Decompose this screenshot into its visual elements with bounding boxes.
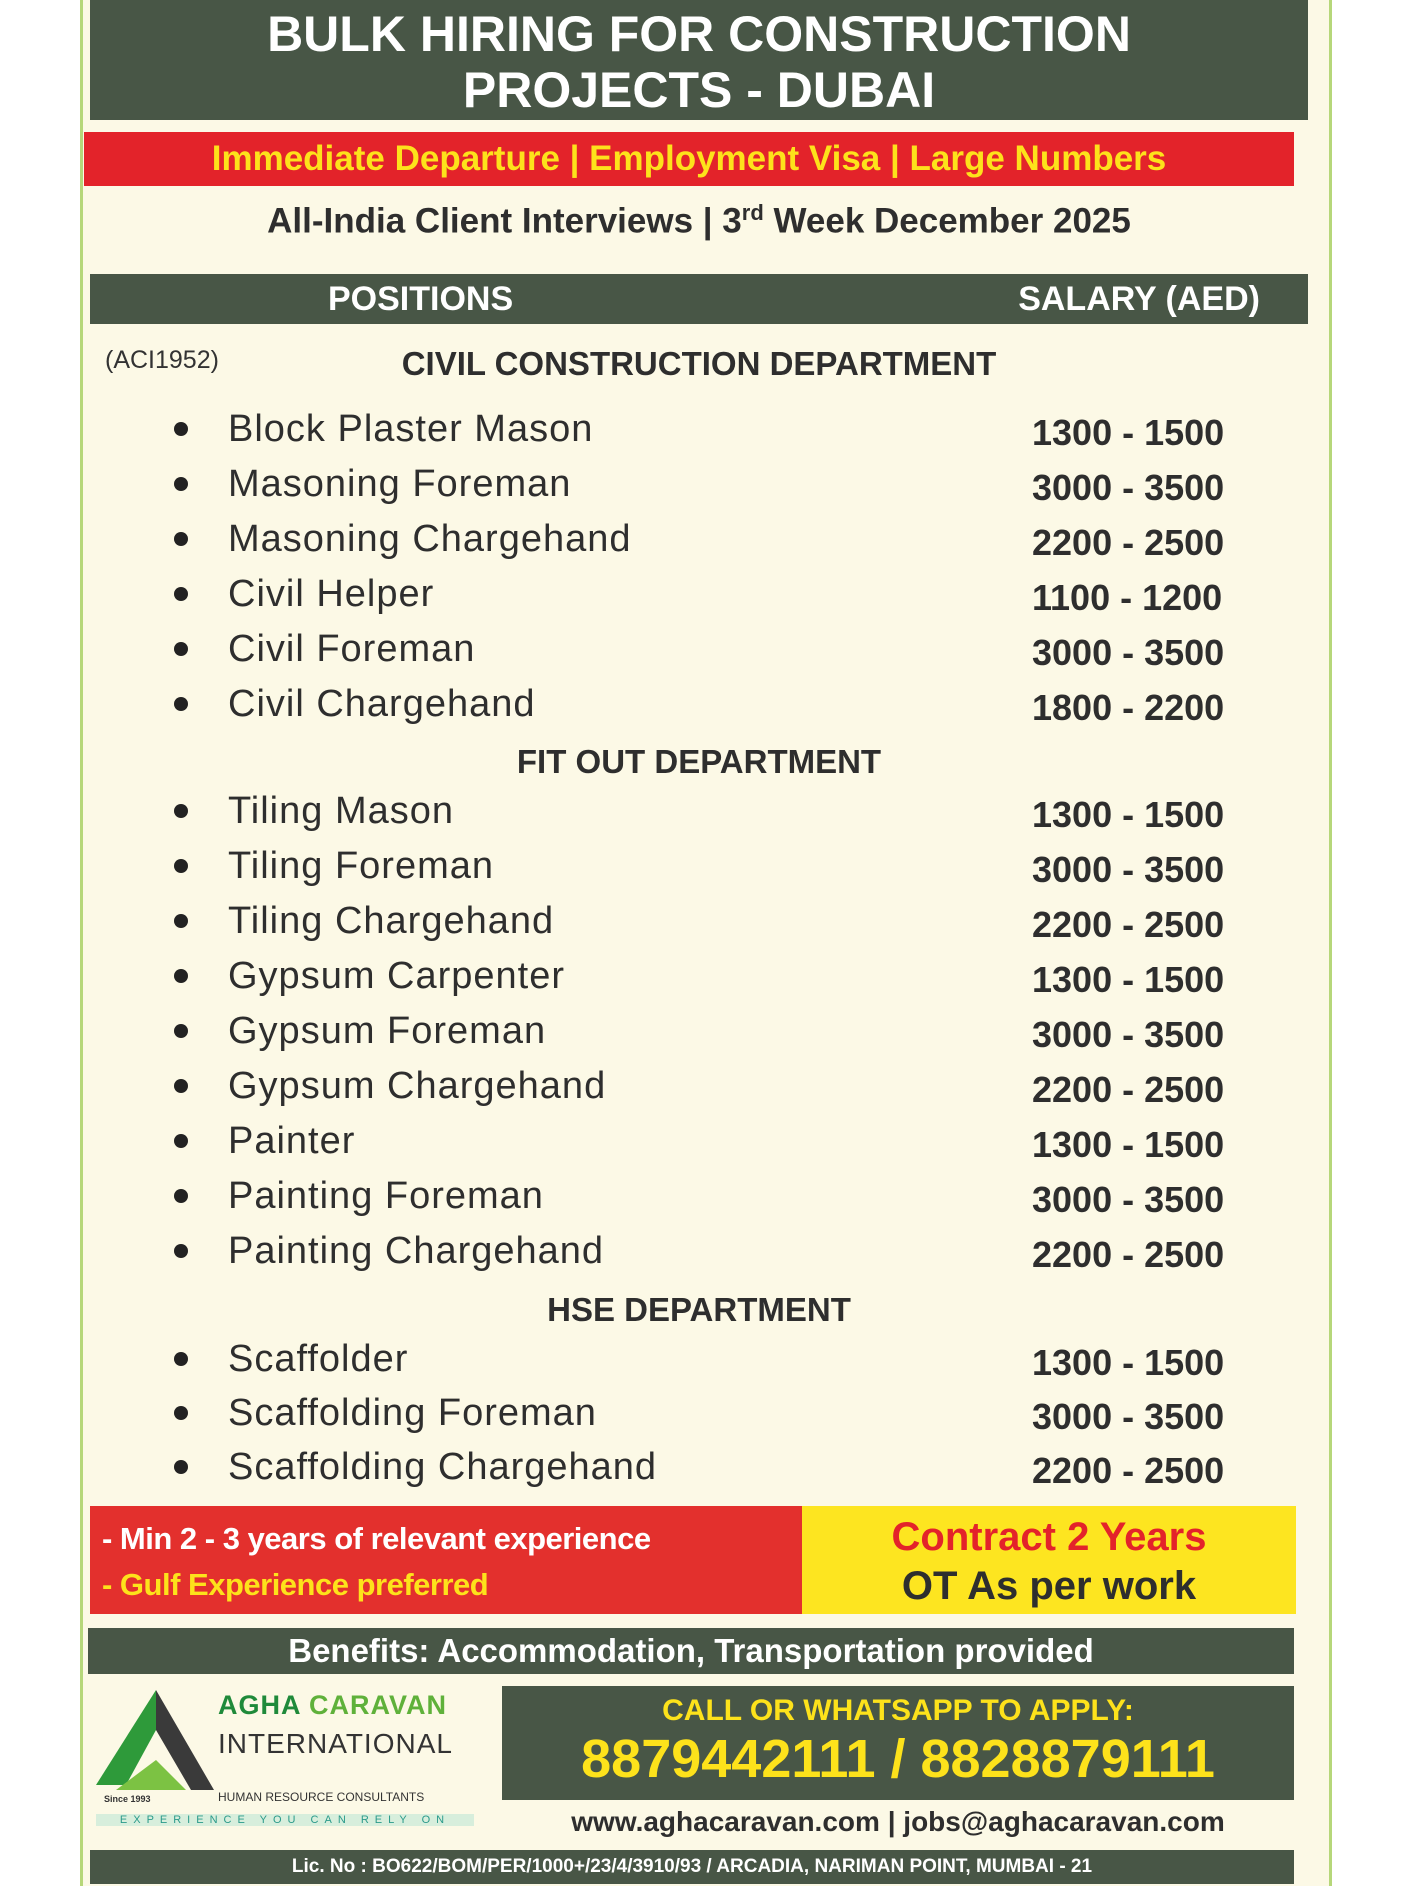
position-salary: 3000 - 3500 bbox=[1032, 632, 1225, 673]
position-name: Gypsum Foreman bbox=[228, 1010, 547, 1052]
position-row bbox=[0, 408, 1403, 462]
bullet-icon bbox=[174, 1079, 188, 1093]
requirements-box bbox=[90, 1506, 802, 1614]
position-row bbox=[0, 845, 1403, 899]
position-salary: 1300 - 1500 bbox=[1032, 1342, 1225, 1383]
position-salary: 1300 - 1500 bbox=[1032, 794, 1225, 835]
position-name: Masoning Foreman bbox=[228, 463, 572, 505]
bullet-icon bbox=[174, 859, 188, 873]
title-line-2: PROJECTS - DUBAI bbox=[462, 62, 936, 118]
contract-box bbox=[802, 1506, 1296, 1614]
position-name: Gypsum Chargehand bbox=[228, 1065, 607, 1107]
position-name: Tiling Mason bbox=[228, 790, 455, 832]
bullet-icon bbox=[174, 969, 188, 983]
position-name: Masoning Chargehand bbox=[228, 518, 632, 560]
position-name: Civil Chargehand bbox=[228, 683, 536, 725]
company-logo bbox=[96, 1690, 476, 1830]
position-row bbox=[0, 573, 1403, 627]
position-row bbox=[0, 1010, 1403, 1064]
license-bar: Lic. No : BO622/BOM/PER/1000+/23/4/3910/93 / ARCADIA, NARIMAN POINT, MUMBAI - 21 bbox=[90, 1850, 1294, 1884]
contract-duration: Contract 2 Years bbox=[891, 1515, 1207, 1559]
requirement-gulf: - Gulf Experience preferred bbox=[102, 1567, 489, 1602]
interview-info bbox=[90, 200, 1308, 242]
bullet-icon bbox=[174, 697, 188, 711]
position-salary: 2200 - 2500 bbox=[1032, 522, 1225, 563]
position-row bbox=[0, 683, 1403, 737]
position-salary: 2200 - 2500 bbox=[1032, 1069, 1225, 1110]
logo-since: Since 1993 bbox=[104, 1794, 151, 1804]
department-heading: CIVIL CONSTRUCTION DEPARTMENT bbox=[401, 345, 997, 382]
bullet-icon bbox=[174, 1189, 188, 1203]
logo-name-1: AGHA bbox=[218, 1690, 301, 1720]
logo-subtitle: HUMAN RESOURCE CONSULTANTS bbox=[218, 1790, 425, 1804]
bullet-icon bbox=[174, 1244, 188, 1258]
position-name: Civil Foreman bbox=[228, 628, 476, 670]
position-name: Tiling Foreman bbox=[228, 845, 495, 887]
position-name: Scaffolder bbox=[228, 1338, 409, 1380]
position-salary: 2200 - 2500 bbox=[1032, 1450, 1225, 1491]
position-row bbox=[0, 1120, 1403, 1174]
requirement-experience: - Min 2 - 3 years of relevant experience bbox=[102, 1521, 651, 1556]
position-name: Gypsum Carpenter bbox=[228, 955, 566, 997]
position-name: Scaffolding Chargehand bbox=[228, 1446, 658, 1488]
salary-header: SALARY (AED) bbox=[1018, 280, 1260, 318]
bullet-icon bbox=[174, 477, 188, 491]
position-salary: 3000 - 3500 bbox=[1032, 1396, 1225, 1437]
bullet-icon bbox=[174, 1406, 188, 1420]
bullet-icon bbox=[174, 914, 188, 928]
interview-date: Week December 2025 bbox=[763, 201, 1131, 241]
bullet-icon bbox=[174, 1352, 188, 1366]
apply-label: CALL OR WHATSAPP TO APPLY: bbox=[662, 1694, 1134, 1727]
position-row bbox=[0, 1175, 1403, 1229]
department-heading: FIT OUT DEPARTMENT bbox=[516, 743, 882, 780]
page-title bbox=[90, 0, 1308, 120]
logo-motto: EXPERIENCE YOU CAN RELY ON bbox=[96, 1814, 474, 1826]
column-header bbox=[90, 274, 1308, 324]
position-salary: 1300 - 1500 bbox=[1032, 959, 1225, 1000]
tagline-banner: Immediate Departure | Employment Visa | Large Numbers bbox=[84, 132, 1294, 186]
positions-header: POSITIONS bbox=[328, 280, 514, 318]
bullet-icon bbox=[174, 422, 188, 436]
position-name: Tiling Chargehand bbox=[228, 900, 555, 942]
position-salary: 1100 - 1200 bbox=[1032, 577, 1223, 618]
bullet-icon bbox=[174, 532, 188, 546]
position-salary: 2200 - 2500 bbox=[1032, 1234, 1225, 1275]
overtime-info: OT As per work bbox=[901, 1564, 1197, 1608]
position-row bbox=[0, 955, 1403, 1009]
position-row bbox=[0, 1338, 1403, 1392]
position-name: Civil Helper bbox=[228, 573, 435, 615]
position-name: Block Plaster Mason bbox=[228, 408, 594, 450]
phone-numbers[interactable]: 8879442111 / 8828879111 bbox=[581, 1729, 1215, 1789]
bullet-icon bbox=[174, 1460, 188, 1474]
apply-box bbox=[502, 1686, 1294, 1800]
position-salary: 3000 - 3500 bbox=[1032, 467, 1225, 508]
position-name: Painting Foreman bbox=[228, 1175, 544, 1217]
position-name: Painter bbox=[228, 1120, 356, 1162]
position-name: Scaffolding Foreman bbox=[228, 1392, 597, 1434]
logo-name-3: INTERNATIONAL bbox=[218, 1728, 453, 1759]
position-name: Painting Chargehand bbox=[228, 1230, 605, 1272]
position-row bbox=[0, 463, 1403, 517]
position-salary: 1300 - 1500 bbox=[1032, 1124, 1225, 1165]
bullet-icon bbox=[174, 587, 188, 601]
position-row bbox=[0, 628, 1403, 682]
bullet-icon bbox=[174, 1024, 188, 1038]
position-row bbox=[0, 1446, 1403, 1500]
position-row bbox=[0, 1065, 1403, 1119]
position-salary: 2200 - 2500 bbox=[1032, 904, 1225, 945]
position-row bbox=[0, 790, 1403, 844]
interview-text: All-India Client Interviews | 3 bbox=[267, 201, 742, 241]
logo-triangle-icon bbox=[96, 1690, 216, 1790]
position-salary: 1800 - 2200 bbox=[1032, 687, 1225, 728]
position-row bbox=[0, 900, 1403, 954]
bullet-icon bbox=[174, 804, 188, 818]
contact-links[interactable]: www.aghacaravan.com | jobs@aghacaravan.com bbox=[571, 1806, 1225, 1837]
department-heading: HSE DEPARTMENT bbox=[547, 1291, 851, 1328]
position-row bbox=[0, 1230, 1403, 1284]
position-salary: 3000 - 3500 bbox=[1032, 849, 1225, 890]
title-line-1: BULK HIRING FOR CONSTRUCTION bbox=[267, 6, 1131, 62]
bullet-icon bbox=[174, 1134, 188, 1148]
position-salary: 3000 - 3500 bbox=[1032, 1014, 1225, 1055]
position-row bbox=[0, 518, 1403, 572]
position-salary: 3000 - 3500 bbox=[1032, 1179, 1225, 1220]
bullet-icon bbox=[174, 642, 188, 656]
reference-code: (ACI1952) bbox=[105, 346, 219, 374]
position-salary: 1300 - 1500 bbox=[1032, 412, 1225, 453]
position-row bbox=[0, 1392, 1403, 1446]
ordinal-suffix: rd bbox=[741, 200, 764, 225]
benefits-bar: Benefits: Accommodation, Transportation provided bbox=[88, 1628, 1294, 1674]
logo-name-2: CARAVAN bbox=[309, 1690, 448, 1720]
